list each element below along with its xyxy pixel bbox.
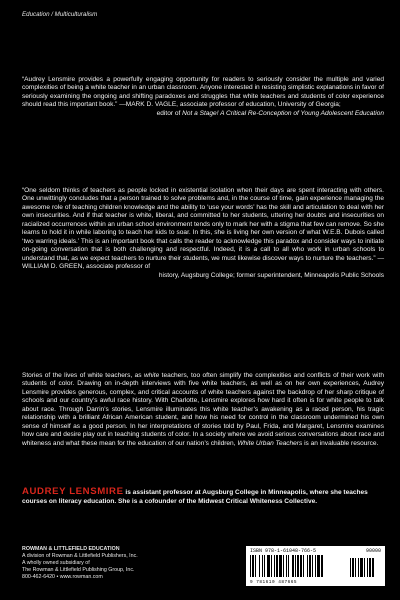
barcode-icon	[250, 555, 381, 579]
publisher-line-4: The Rowman & Littlefield Publishing Group, Inc.	[22, 566, 135, 573]
barcode-addon-bar	[369, 558, 371, 577]
author-bio	[22, 488, 384, 506]
desc-part3: is an invaluable resource.	[302, 439, 379, 447]
barcode-bar	[317, 555, 320, 577]
barcode-bar	[300, 555, 302, 577]
barcode-bar	[303, 555, 304, 577]
publisher-line-2: A division of Rowman & Littlefield Publishers, Inc.	[22, 552, 138, 559]
quote-1-text: “Audrey Lensmire provides a powerfully engaging opportunity for readers to seriously consider the multiple and varied complexities of being a white teacher in an urban classroom. Anyone interested in resisting simplistic explanations in favor of seriously examining the ongoing and shifting paradoxes and struggles that white teachers and students of color experience should read this important book.”	[22, 76, 384, 109]
barcode-bar	[276, 555, 278, 577]
barcode-bar	[252, 555, 254, 577]
barcode-addon-bar	[364, 558, 365, 577]
desc-book-title: White Urban Teachers	[237, 439, 303, 447]
barcode-bar	[279, 555, 282, 577]
barcode-bar	[292, 555, 294, 577]
barcode-addon-bar	[352, 558, 354, 577]
desc-italic-white: white	[143, 372, 160, 379]
barcode-bar	[250, 555, 251, 577]
barcode-bar	[297, 555, 299, 577]
barcode-bar	[309, 555, 311, 577]
barcode-bar	[267, 555, 270, 577]
endorsement-quote-2	[22, 187, 384, 280]
barcode-bar	[271, 555, 272, 577]
barcode-bar	[264, 555, 265, 577]
barcode-bar	[274, 555, 275, 577]
barcode-bar	[321, 555, 323, 577]
quote-1-attribution-line2	[22, 110, 384, 118]
barcode-bar	[259, 555, 260, 577]
quote-2-attribution-line2: history, Augsburg College; former superintendent, Minneapolis Public Schools	[158, 271, 384, 279]
barcode-addon-bar	[360, 558, 363, 577]
barcode-addon-bar	[358, 558, 359, 577]
barcode-bar	[288, 555, 289, 577]
publisher-name: ROWMAN & LITTLEFIELD EDUCATION	[22, 546, 120, 552]
barcode-number: 9 781610 487665	[250, 580, 298, 585]
quote-1-attribution: —MARK D. VAGLE, associate professor of education, University of Georgia;	[119, 101, 341, 109]
quote-2-attribution: —WILLIAM D. GREEN, associate professor of	[22, 254, 384, 271]
barcode-addon-bar	[355, 558, 356, 577]
barcode-addon-bar	[367, 558, 368, 577]
barcode-addon-bar	[372, 558, 374, 577]
quote-1-book-title: Not a Stage! A Critical Re-Conception of Young Adolescent Education	[182, 109, 384, 117]
desc-part1: Stories of the lives of white teachers, as	[22, 372, 144, 379]
endorsement-quote-1	[22, 76, 384, 118]
desc-part2: teachers, too often simplify the complexities and conflicts of their work with students of color. Drawing on in-depth interviews with five white teachers, as well as on her own experiences, Audrey Lensmire provides generous, complex, and critical accounts of white teachers against the backdrop of her sharp critique of schools and our country’s awful race history. With Charlotte, Lensmire explores how hard it often is for white people to talk about race. Through Darrin’s stories, Lensmire illuminates this white teacher’s awakening as a raced person, his tragic relationship with a brilliant African American student, and how his need for control in the classroom undermined his own sense of himself as a good person. In her interpretations of stories told by Paul, Frida, and Margaret, Lensmire examines how care and desire play out in teaching students of color. In a society where we avoid serious conversations about race and whiteness and what these mean for the education of our nation’s children,	[22, 372, 384, 447]
barcode-bar	[295, 555, 296, 577]
quote-1-editor-prefix: editor of	[156, 109, 183, 117]
publisher-line-3: A wholly owned subsidiary of	[22, 559, 90, 566]
barcode-bar	[307, 555, 308, 577]
author-bio-text: is assistant professor at Augsburg College in Minneapolis, where she teaches courses on literacy education. She is a cofounder of the Midwest Critical Whiteness Collective.	[22, 489, 368, 505]
price-code: 90000	[365, 548, 381, 554]
book-description	[22, 372, 384, 448]
publisher-contact: 800-462-6420 • www.rowman.com	[22, 573, 103, 580]
barcode-addon-bar	[350, 558, 351, 577]
category-label: Education / Multiculturalism	[22, 11, 98, 18]
isbn-barcode	[246, 546, 385, 586]
author-name: AUDREY LENSMIRE	[22, 486, 124, 497]
quote-2-text: “One seldom thinks of teachers as people locked in existential isolation when their days are spent interacting with others. One unwittingly concludes that a person trained to solve problems and, in the course of time, gain experience managing the awesome role of teaching children knowledge and the ability to ‘use your words’ has the skill and articulation to deal with her own insecurities. And if that teacher is white, liberal, and committed to her students, uttering her doubts and insecurities on racialized occurrences within an urban school environment tends only to mark her with a stigma that few can remove. So she learns to hold it in while laboring to teach her kids to soar. In this, she is living her own version of what W.E.B. Dubois called ‘two warring ideals.’ This is an important book that calls the reader to acknowledge this paradox and consider ways to initiate on-going conversation that is both challenging and respectful. Indeed, it is a call to all who work in urban schools to understand that, as we expect teachers to nurture their students, we must likewise discover ways to nurture the teachers.”	[22, 187, 384, 262]
barcode-bar	[262, 555, 263, 577]
barcode-bar	[255, 555, 256, 577]
barcode-bar	[315, 555, 316, 577]
barcode-bar	[286, 555, 287, 577]
barcode-bar	[312, 555, 313, 577]
barcode-bar	[283, 555, 284, 577]
publisher-info	[22, 546, 222, 581]
isbn-number: ISBN 978-1-61048-766-5	[250, 548, 317, 554]
